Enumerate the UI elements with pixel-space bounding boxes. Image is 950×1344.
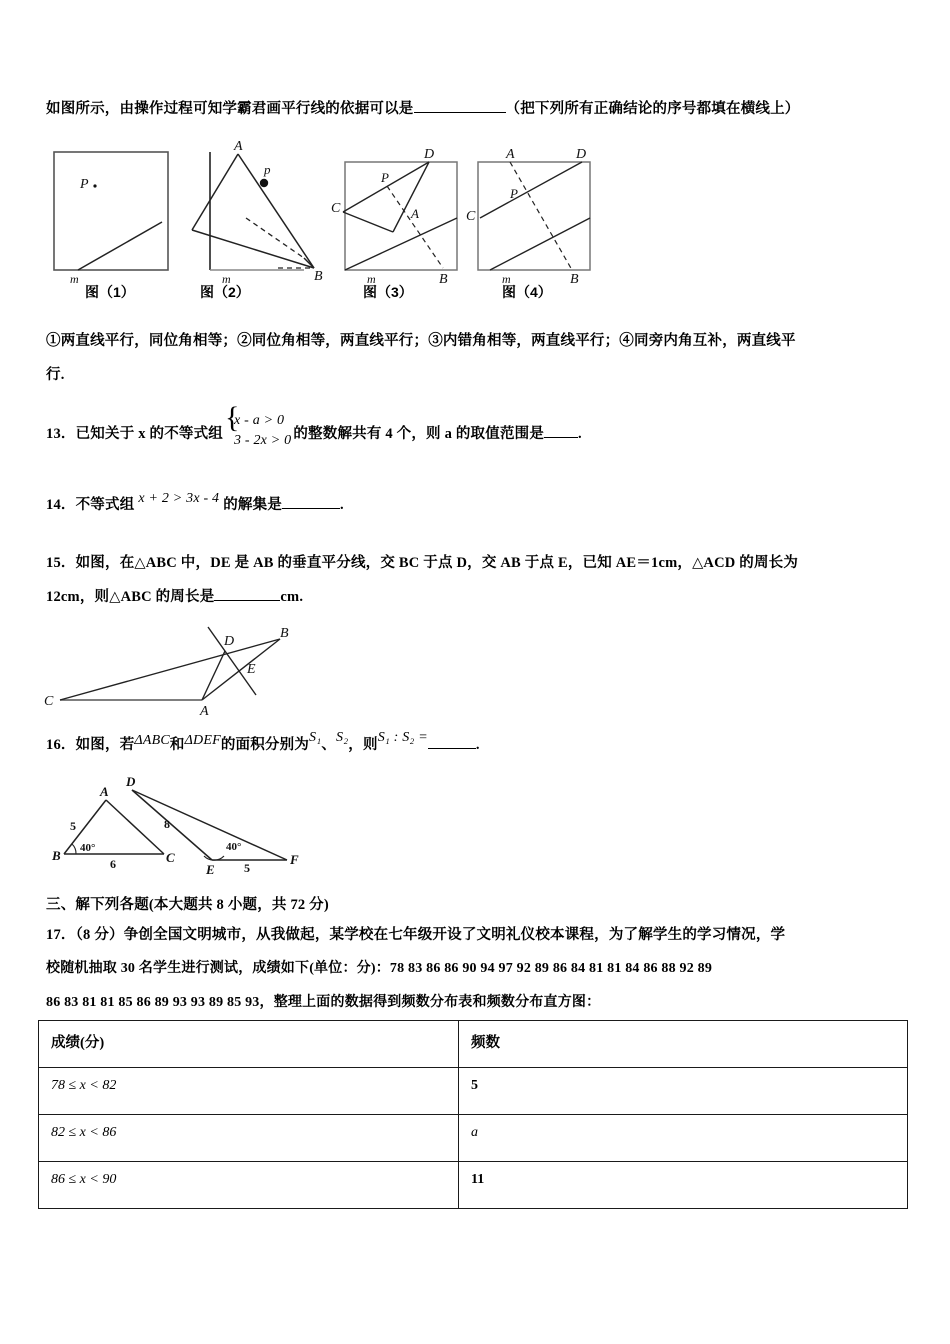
- svg-text:p: p: [264, 162, 271, 177]
- q16-ratio: S₁ : S₂ =: [377, 730, 428, 745]
- q16-answer-blank: [428, 735, 476, 749]
- svg-text:C: C: [166, 850, 175, 865]
- svg-text:40°: 40°: [80, 842, 96, 854]
- q15-number: 15．: [46, 555, 76, 571]
- table-cell-frequency: 5: [459, 1068, 908, 1115]
- q16-s2: S₂: [336, 730, 349, 745]
- svg-text:B: B: [280, 626, 289, 641]
- q16-lead: 如图，若: [75, 737, 135, 753]
- q14-lead: 不等式组: [75, 497, 135, 513]
- question-17-line-1: [46, 918, 785, 952]
- figure-3-diagram: [331, 140, 486, 285]
- left-brace-icon: {: [225, 401, 240, 434]
- svg-text:m: m: [222, 272, 231, 285]
- svg-text:5: 5: [244, 861, 250, 875]
- q14-number: 14．: [46, 497, 76, 513]
- frequency-table: [38, 1020, 908, 1209]
- figure-4-diagram: [464, 140, 619, 285]
- q14-expression: x + 2 > 3x - 4: [138, 491, 220, 506]
- q13-inequality-system: [225, 401, 292, 457]
- intro-text: 如图所示，由操作过程可知学霸君画平行线的依据可以是: [46, 101, 414, 117]
- q13-sys-row-1: x - a > 0: [234, 413, 285, 428]
- section-3-heading: 三、解下列各题(本大题共 8 小题，共 72 分): [46, 897, 329, 913]
- svg-text:40°: 40°: [226, 841, 242, 853]
- q16-comma: 、: [321, 737, 337, 753]
- svg-text:E: E: [206, 862, 215, 877]
- svg-text:A: A: [100, 784, 109, 799]
- question-17-line-2: 校随机抽取 30 名学生进行测试，成绩如下(单位：分)：78 83 86 86 90 94 97 92 89 86 84 81 81 84 86 88 92 89: [46, 961, 713, 976]
- q14-tail: 的解集是: [223, 497, 283, 513]
- svg-text:m: m: [70, 272, 79, 285]
- svg-text:E: E: [247, 662, 256, 677]
- q16-number: 16．: [46, 737, 76, 753]
- q16-mid-2: 的面积分别为: [220, 737, 310, 753]
- q16-triangle-1: ΔABC: [134, 733, 170, 748]
- svg-text:D: D: [126, 774, 136, 789]
- svg-text:6: 6: [110, 857, 116, 871]
- svg-text:F: F: [290, 852, 299, 867]
- q13-period: .: [578, 426, 582, 442]
- svg-text:P: P: [510, 186, 518, 201]
- q15-text-1: 如图，在△ABC 中，DE 是 AB 的垂直平分线，交 BC 于点 D，交 AB 于点 E，已知 AE＝1cm，△ACD 的周长为: [75, 555, 799, 571]
- svg-text:m: m: [502, 272, 511, 285]
- q14-period: .: [340, 497, 344, 513]
- svg-text:B: B: [570, 272, 579, 285]
- svg-text:P: P: [80, 177, 89, 192]
- svg-text:C: C: [44, 694, 54, 709]
- question-15-line-2: [46, 580, 303, 614]
- figure-caption-1: 图（1）: [85, 284, 135, 300]
- q13-tail: 的整数解共有 4 个，则 a 的取值范围是: [293, 426, 545, 442]
- table-cell-range: 86 ≤ x < 90: [39, 1162, 459, 1209]
- figure-2-diagram: [186, 140, 341, 285]
- figure-caption-3: 图（3）: [363, 284, 413, 300]
- q15-answer-blank: [214, 587, 280, 601]
- svg-text:A: A: [234, 140, 243, 154]
- question-15-diagram: [42, 615, 342, 720]
- svg-text:D: D: [576, 147, 587, 162]
- table-row: [39, 1068, 908, 1115]
- q16-s1: S₁: [309, 730, 322, 745]
- q17-text-1: （8 分）争创全国文明城市，从我做起，某学校在七年级开设了文明礼仪校本课程，为了解学生的学习情况，学: [75, 927, 786, 943]
- svg-text:B: B: [314, 269, 323, 284]
- question-15-line-1: [46, 546, 798, 580]
- q15-text-2: 12cm，则△ABC 的周长是: [46, 589, 215, 605]
- intro-answer-blank: [414, 99, 506, 113]
- question-16-diagram: [42, 772, 362, 882]
- intro-tail-text: （把下列所有正确结论的序号都填在横线上）: [505, 101, 800, 117]
- table-cell-range: 82 ≤ x < 86: [39, 1115, 459, 1162]
- q16-triangle-2: ΔDEF: [184, 733, 221, 748]
- q14-answer-blank: [282, 495, 340, 509]
- svg-text:D: D: [424, 147, 435, 162]
- svg-text:m: m: [367, 272, 376, 285]
- q17-text-3: ，整理上面的数据得到频数分布表和频数分布直方图：: [259, 995, 601, 1010]
- figure-1-diagram: [46, 140, 176, 285]
- svg-text:8: 8: [164, 817, 170, 831]
- table-row: [39, 1162, 908, 1209]
- svg-text:5: 5: [70, 819, 76, 833]
- svg-text:B: B: [439, 272, 448, 285]
- table-cell-range: 78 ≤ x < 82: [39, 1068, 459, 1115]
- svg-text:C: C: [331, 201, 341, 216]
- table-header-score: 成绩(分): [39, 1021, 459, 1068]
- figure-group: [46, 140, 587, 290]
- q17-data-line-3: 86 83 81 81 85 86 89 93 93 89 85 93: [46, 995, 260, 1010]
- options-line-1: ①两直线平行，同位角相等；②同位角相等，两直线平行；③内错角相等，两直线平行；④同旁内角互补，两直线平: [46, 333, 796, 349]
- q13-lead: 已知关于 x 的不等式组: [75, 426, 224, 442]
- q13-answer-blank: [544, 424, 578, 438]
- question-14: [46, 488, 344, 523]
- q15-unit: cm.: [280, 589, 304, 605]
- q17-number: 17．: [46, 927, 76, 943]
- question-17-line-3: [46, 986, 600, 1020]
- svg-text:A: A: [200, 704, 209, 719]
- svg-text:P: P: [381, 170, 389, 185]
- table-cell-frequency: a: [459, 1115, 908, 1162]
- options-line-2: 行.: [46, 367, 65, 383]
- question-13: [46, 401, 582, 457]
- table-cell-frequency: 11: [459, 1162, 908, 1209]
- svg-text:A: A: [506, 147, 515, 162]
- svg-text:C: C: [466, 209, 476, 224]
- q16-period: .: [475, 737, 480, 753]
- svg-text:D: D: [224, 634, 235, 649]
- table-row: [39, 1115, 908, 1162]
- table-header-frequency: 频数: [459, 1021, 908, 1068]
- figure-caption-4: 图（4）: [502, 284, 552, 300]
- svg-text:B: B: [52, 848, 61, 863]
- q16-mid-3: ，则: [348, 737, 378, 753]
- q16-mid-1: 和: [169, 737, 185, 753]
- svg-text:A: A: [411, 206, 419, 221]
- intro-paragraph: [46, 92, 800, 126]
- figure-caption-2: 图（2）: [200, 284, 250, 300]
- q13-sys-row-2: 3 - 2x > 0: [234, 433, 292, 448]
- question-16: [46, 728, 480, 763]
- q13-number: 13．: [46, 426, 76, 442]
- table-header-row: [39, 1021, 908, 1068]
